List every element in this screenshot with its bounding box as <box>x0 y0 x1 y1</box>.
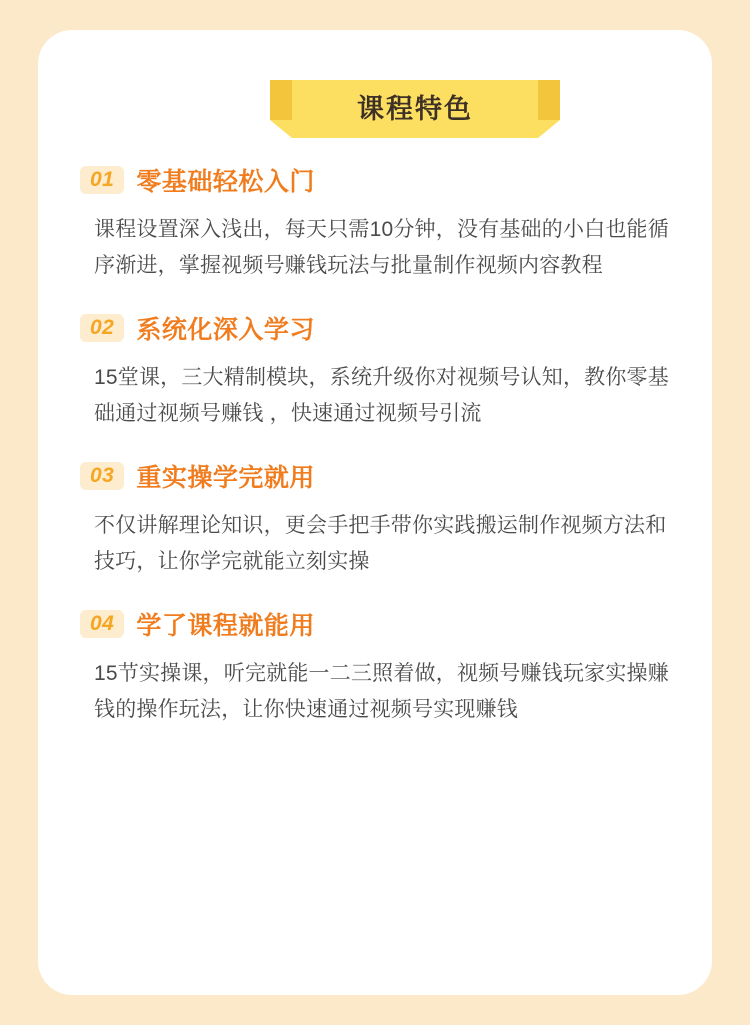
feature-description: 15节实操课，听完就能一二三照着做，视频号赚钱玩家实操赚钱的操作玩法，让你快速通过视频号实现赚钱 <box>94 662 669 721</box>
feature-title: 系统化深入学习 <box>136 316 315 344</box>
feature-title: 零基础轻松入门 <box>136 168 315 196</box>
feature-number-badge: 02 <box>80 314 124 342</box>
list-item <box>80 162 670 284</box>
section-banner-title: 课程特色 <box>357 94 473 124</box>
feature-header <box>80 162 670 198</box>
feature-title: 重实操学完就用 <box>136 464 315 492</box>
feature-number-badge: 03 <box>80 462 124 490</box>
feature-title: 学了课程就能用 <box>136 612 315 640</box>
feature-header <box>80 606 670 642</box>
list-item <box>80 606 670 728</box>
feature-header <box>80 310 670 346</box>
feature-description: 15堂课，三大精制模块，系统升级你对视频号认知，教你零基础通过视频号赚钱 ，快速通过视频号引流 <box>94 366 669 425</box>
section-banner <box>270 80 560 138</box>
feature-description: 不仅讲解理论知识，更会手把手带你实践搬运制作视频方法和技巧，让你学完就能立刻实操 <box>94 514 667 573</box>
feature-number-badge: 04 <box>80 610 124 638</box>
feature-description: 课程设置深入浅出，每天只需10分钟，没有基础的小白也能循序渐进，掌握视频号赚钱玩法与批量制作视频内容教程 <box>94 218 669 277</box>
feature-list <box>38 162 712 728</box>
list-item <box>80 458 670 580</box>
list-item <box>80 310 670 432</box>
content-card <box>38 30 712 995</box>
feature-number-badge: 01 <box>80 166 124 194</box>
feature-header <box>80 458 670 494</box>
